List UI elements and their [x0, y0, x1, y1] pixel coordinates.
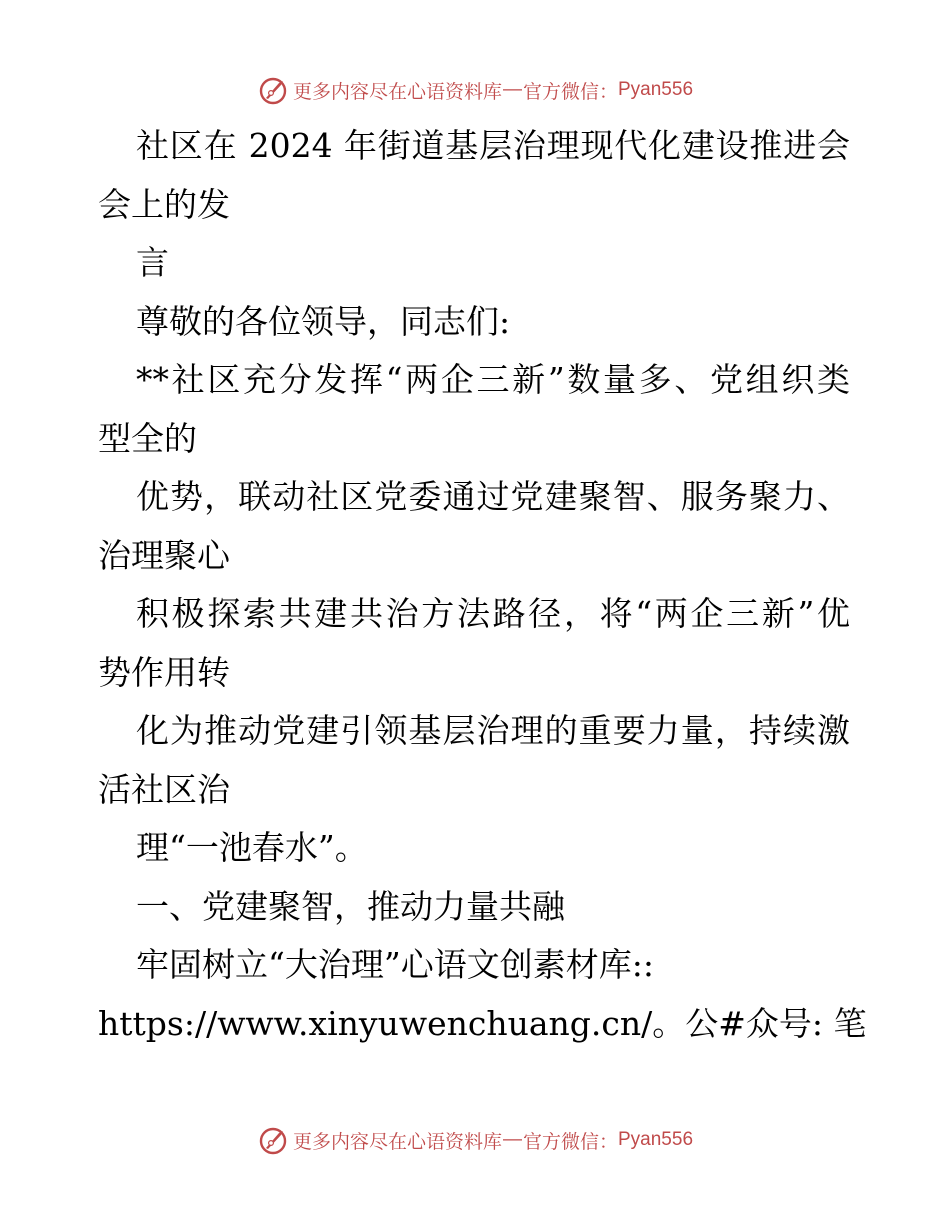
paragraph-line: 积极探索共建共治方法路径，将“两企三新”优 — [136, 594, 850, 633]
paragraph-line: 型全的 — [98, 418, 197, 458]
banner-wechat-id: Pyan556 — [618, 1129, 694, 1150]
document-body — [0, 117, 950, 1053]
paragraph-line: 社区在 2024 年街道基层治理现代化建设推进会 — [136, 126, 850, 165]
paragraph-line: 优势，联动社区党委通过党建聚智、服务聚力、 — [136, 477, 850, 516]
paragraph-line: 尊敬的各位领导，同志们: — [136, 301, 511, 341]
paragraph-line: 治理聚心 — [98, 535, 230, 575]
quill-pen-logo-icon — [257, 1124, 289, 1156]
paragraph-line: 牢固树立“大治理”心语文创素材库:: — [136, 945, 654, 984]
banner-dash: — — [502, 1129, 522, 1150]
header-banner — [0, 70, 950, 110]
paragraph-line: 会上的发 — [98, 184, 230, 224]
banner-official-label: 官方微信： — [522, 81, 618, 103]
banner-text: 更多内容尽在心语资料库 — [292, 1131, 502, 1153]
paragraph-line: 化为推动党建引领基层治理的重要力量，持续激 — [136, 711, 850, 750]
banner-wechat-id: Pyan556 — [618, 79, 694, 100]
footer-banner — [0, 1120, 950, 1160]
banner-text: 更多内容尽在心语资料库 — [292, 81, 502, 103]
paragraph-line: 势作用转 — [98, 652, 230, 692]
banner-official-label: 官方微信： — [522, 1131, 618, 1153]
paragraph-line: 言 — [136, 243, 169, 282]
paragraph-line: **社区充分发挥“两企三新”数量多、党组织类 — [136, 360, 850, 399]
paragraph-line: https://www.xinyuwenchuang.cn/。公#众号: 笔 — [98, 1003, 867, 1043]
section-heading: 一、党建聚智，推动力量共融 — [136, 886, 565, 926]
banner-dash: — — [502, 79, 522, 100]
paragraph-line: 活社区治 — [98, 769, 230, 809]
quill-pen-logo-icon — [257, 74, 289, 106]
paragraph-line: 理“一池春水”。 — [136, 828, 368, 867]
